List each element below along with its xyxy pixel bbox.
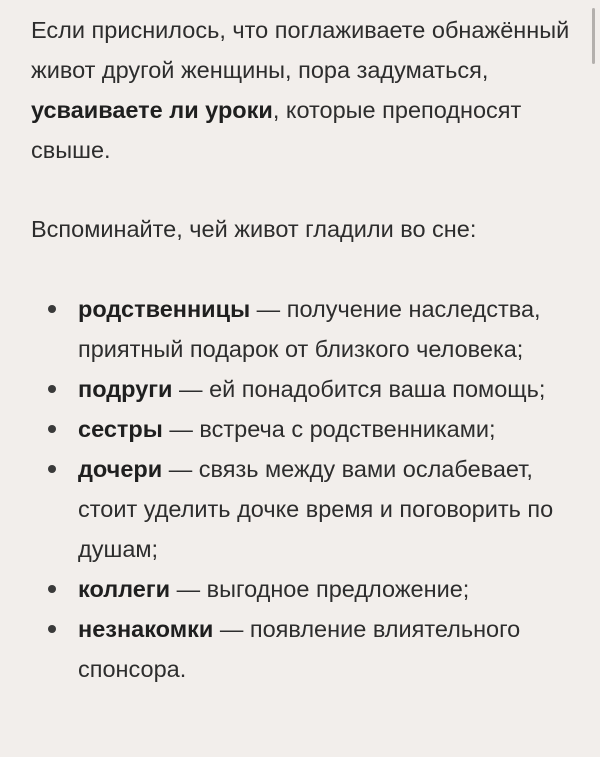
article-body xyxy=(31,10,576,689)
list-item-term: дочери xyxy=(78,456,163,482)
list-item-term: сестры xyxy=(78,416,163,442)
dream-meanings-list xyxy=(31,289,576,689)
scrollbar-thumb[interactable] xyxy=(592,8,595,64)
bullet-dot-icon xyxy=(48,385,56,393)
list-item-term: родственницы xyxy=(78,296,251,322)
list-item-text: — получение наследства, приятный подарок от близкого человека; xyxy=(78,296,541,362)
list-item-term: незнакомки xyxy=(78,616,214,642)
list-item xyxy=(31,569,576,609)
list-item-text: — появление влиятельного спонсора. xyxy=(78,616,521,682)
list-item-text: — встреча с родственниками; xyxy=(162,416,496,442)
list-item xyxy=(31,409,576,449)
list-item-text: — выгодное предложение; xyxy=(170,576,470,602)
list-item-term: коллеги xyxy=(78,576,171,602)
list-item-term: подруги xyxy=(78,376,173,402)
intro-text-start: Если приснилось, что поглаживаете обнажённый живот другой женщины, пора задуматься, xyxy=(31,17,570,83)
bullet-dot-icon xyxy=(48,425,56,433)
list-item-text: — связь между вами ослабевает, стоит уделить дочке время и поговорить по душам; xyxy=(78,456,554,562)
bullet-dot-icon xyxy=(48,305,56,313)
list-item-text: — ей понадобится ваша помощь; xyxy=(172,376,546,402)
intro-emphasis: усваиваете ли уроки xyxy=(31,97,273,123)
bullet-dot-icon xyxy=(48,585,56,593)
intro-text-end: , которые преподносят свыше. xyxy=(31,97,522,163)
lead-paragraph: Вспоминайте, чей живот гладили во сне: xyxy=(31,216,477,242)
intro-paragraph xyxy=(31,10,576,170)
list-item xyxy=(31,609,576,689)
bullet-dot-icon xyxy=(48,465,56,473)
bullet-dot-icon xyxy=(48,625,56,633)
list-item xyxy=(31,449,576,569)
list-item xyxy=(31,289,576,369)
list-item xyxy=(31,369,576,409)
